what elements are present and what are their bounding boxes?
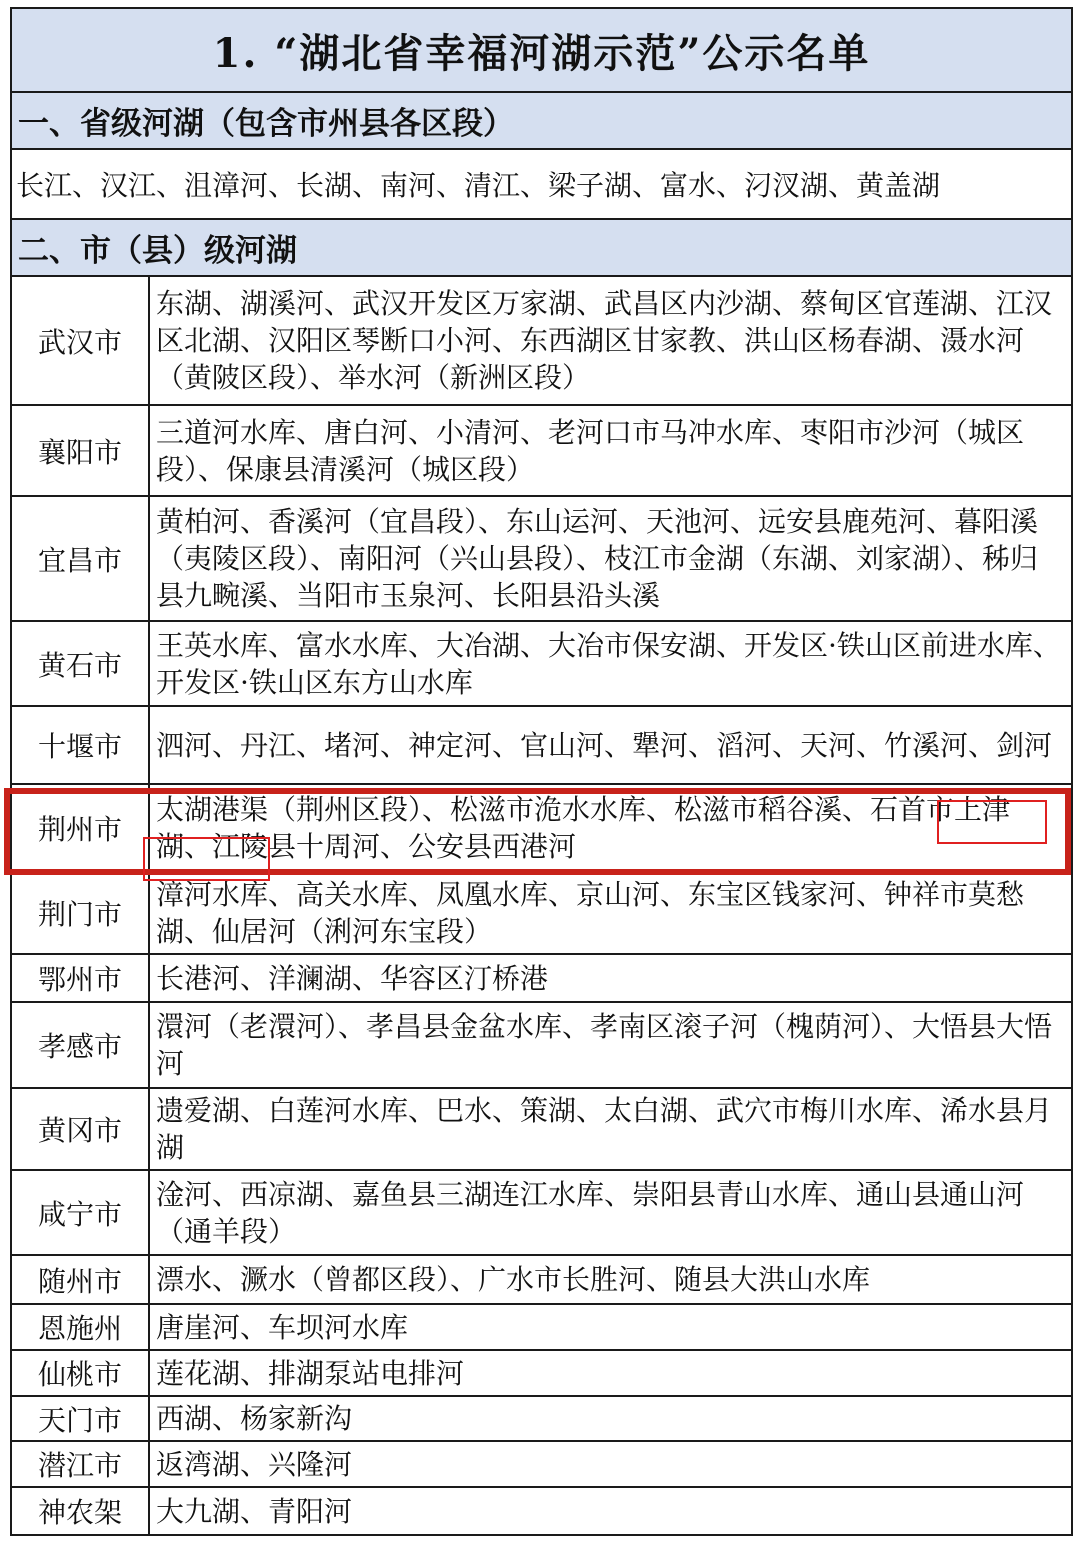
city-cell: 仙桃市 [11, 1350, 149, 1396]
city-cell: 咸宁市 [11, 1170, 149, 1255]
rivers-cell: 遗爱湖、白莲河水库、巴水、策湖、太白湖、武穴市梅川水库、浠水县月湖 [149, 1088, 1072, 1170]
city-cell: 黄石市 [11, 621, 149, 706]
rivers-cell: 王英水库、富水水库、大冶湖、大冶市保安湖、开发区·铁山区前进水库、开发区·铁山区东方山水库 [149, 621, 1072, 706]
table-row [11, 1255, 1072, 1304]
table-row [11, 276, 1072, 405]
city-cell: 恩施州 [11, 1304, 149, 1350]
table-row [11, 1350, 1072, 1396]
city-cell: 鄂州市 [11, 954, 149, 1002]
table-row [11, 496, 1072, 621]
table-row [11, 1304, 1072, 1350]
section2-heading: 二、市（县）级河湖 [11, 219, 1072, 276]
city-cell: 武汉市 [11, 276, 149, 405]
river-lake-list-table [10, 7, 1073, 1536]
table-row [11, 706, 1072, 784]
table-row [11, 1170, 1072, 1255]
table-row [11, 1088, 1072, 1170]
section1-rivers-row [11, 149, 1072, 219]
rivers-cell: 淦河、西凉湖、嘉鱼县三湖连江水库、崇阳县青山水库、通山县通山河（通羊段） [149, 1170, 1072, 1255]
rivers-cell: 返湾湖、兴隆河 [149, 1441, 1072, 1487]
rivers-cell: 漳河水库、高关水库、凤凰水库、京山河、东宝区钱家河、钟祥市莫愁湖、仙居河（浰河东宝段） [149, 871, 1072, 954]
section1-heading-row [11, 92, 1072, 149]
city-cell: 随州市 [11, 1255, 149, 1304]
rivers-cell: 泗河、丹江、堵河、神定河、官山河、犟河、滔河、天河、竹溪河、剑河 [149, 706, 1072, 784]
rivers-cell: 东湖、湖溪河、武汉开发区万家湖、武昌区内沙湖、蔡甸区官莲湖、江汉区北湖、汉阳区琴断口小河、东西湖区甘家教、洪山区杨春湖、滠水河（黄陂区段）、举水河（新洲区段） [149, 276, 1072, 405]
city-cell: 孝感市 [11, 1002, 149, 1088]
section1-heading: 一、省级河湖（包含市州县各区段） [11, 92, 1072, 149]
table-row [11, 1487, 1072, 1535]
rivers-cell: 太湖港渠（荆州区段）、松滋市洈水水库、松滋市稻谷溪、石首市上津湖、江陵县十周河、公安县西港河 [149, 784, 1072, 871]
table-row-highlighted [11, 784, 1072, 871]
section2-heading-row [11, 219, 1072, 276]
rivers-cell: 西湖、杨家新沟 [149, 1396, 1072, 1441]
title-row [11, 8, 1072, 92]
rivers-cell: 三道河水库、唐白河、小清河、老河口市马冲水库、枣阳市沙河（城区段）、保康县清溪河（城区段） [149, 405, 1072, 496]
rivers-cell: 莲花湖、排湖泵站电排河 [149, 1350, 1072, 1396]
rivers-cell: 黄柏河、香溪河（宜昌段）、东山运河、天池河、远安县鹿苑河、暮阳溪（夷陵区段）、南阳河（兴山县段）、枝江市金湖（东湖、刘家湖）、秭归县九畹溪、当阳市玉泉河、长阳县沿头溪 [149, 496, 1072, 621]
city-cell: 襄阳市 [11, 405, 149, 496]
table-row [11, 1441, 1072, 1487]
city-cell: 天门市 [11, 1396, 149, 1441]
city-cell: 神农架 [11, 1487, 149, 1535]
city-cell: 宜昌市 [11, 496, 149, 621]
provincial-rivers: 长江、汉江、沮漳河、长湖、南河、清江、梁子湖、富水、汈汊湖、黄盖湖 [11, 149, 1072, 219]
table-row [11, 871, 1072, 954]
city-cell: 黄冈市 [11, 1088, 149, 1170]
rivers-cell: 长港河、洋澜湖、华容区汀桥港 [149, 954, 1072, 1002]
rivers-cell: 漂水、㵐水（曾都区段）、广水市长胜河、随县大洪山水库 [149, 1255, 1072, 1304]
city-cell: 荆门市 [11, 871, 149, 954]
rivers-cell: 大九湖、青阳河 [149, 1487, 1072, 1535]
rivers-cell: 澴河（老澴河）、孝昌县金盆水库、孝南区滚子河（槐荫河）、大悟县大悟河 [149, 1002, 1072, 1088]
table-row [11, 405, 1072, 496]
city-cell: 十堰市 [11, 706, 149, 784]
city-cell: 荆州市 [11, 784, 149, 871]
document-title: 1. “湖北省幸福河湖示范”公示名单 [11, 8, 1072, 92]
table-row [11, 1396, 1072, 1441]
rivers-cell: 唐崖河、车坝河水库 [149, 1304, 1072, 1350]
table-row [11, 954, 1072, 1002]
table-row [11, 621, 1072, 706]
table-row [11, 1002, 1072, 1088]
city-cell: 潜江市 [11, 1441, 149, 1487]
